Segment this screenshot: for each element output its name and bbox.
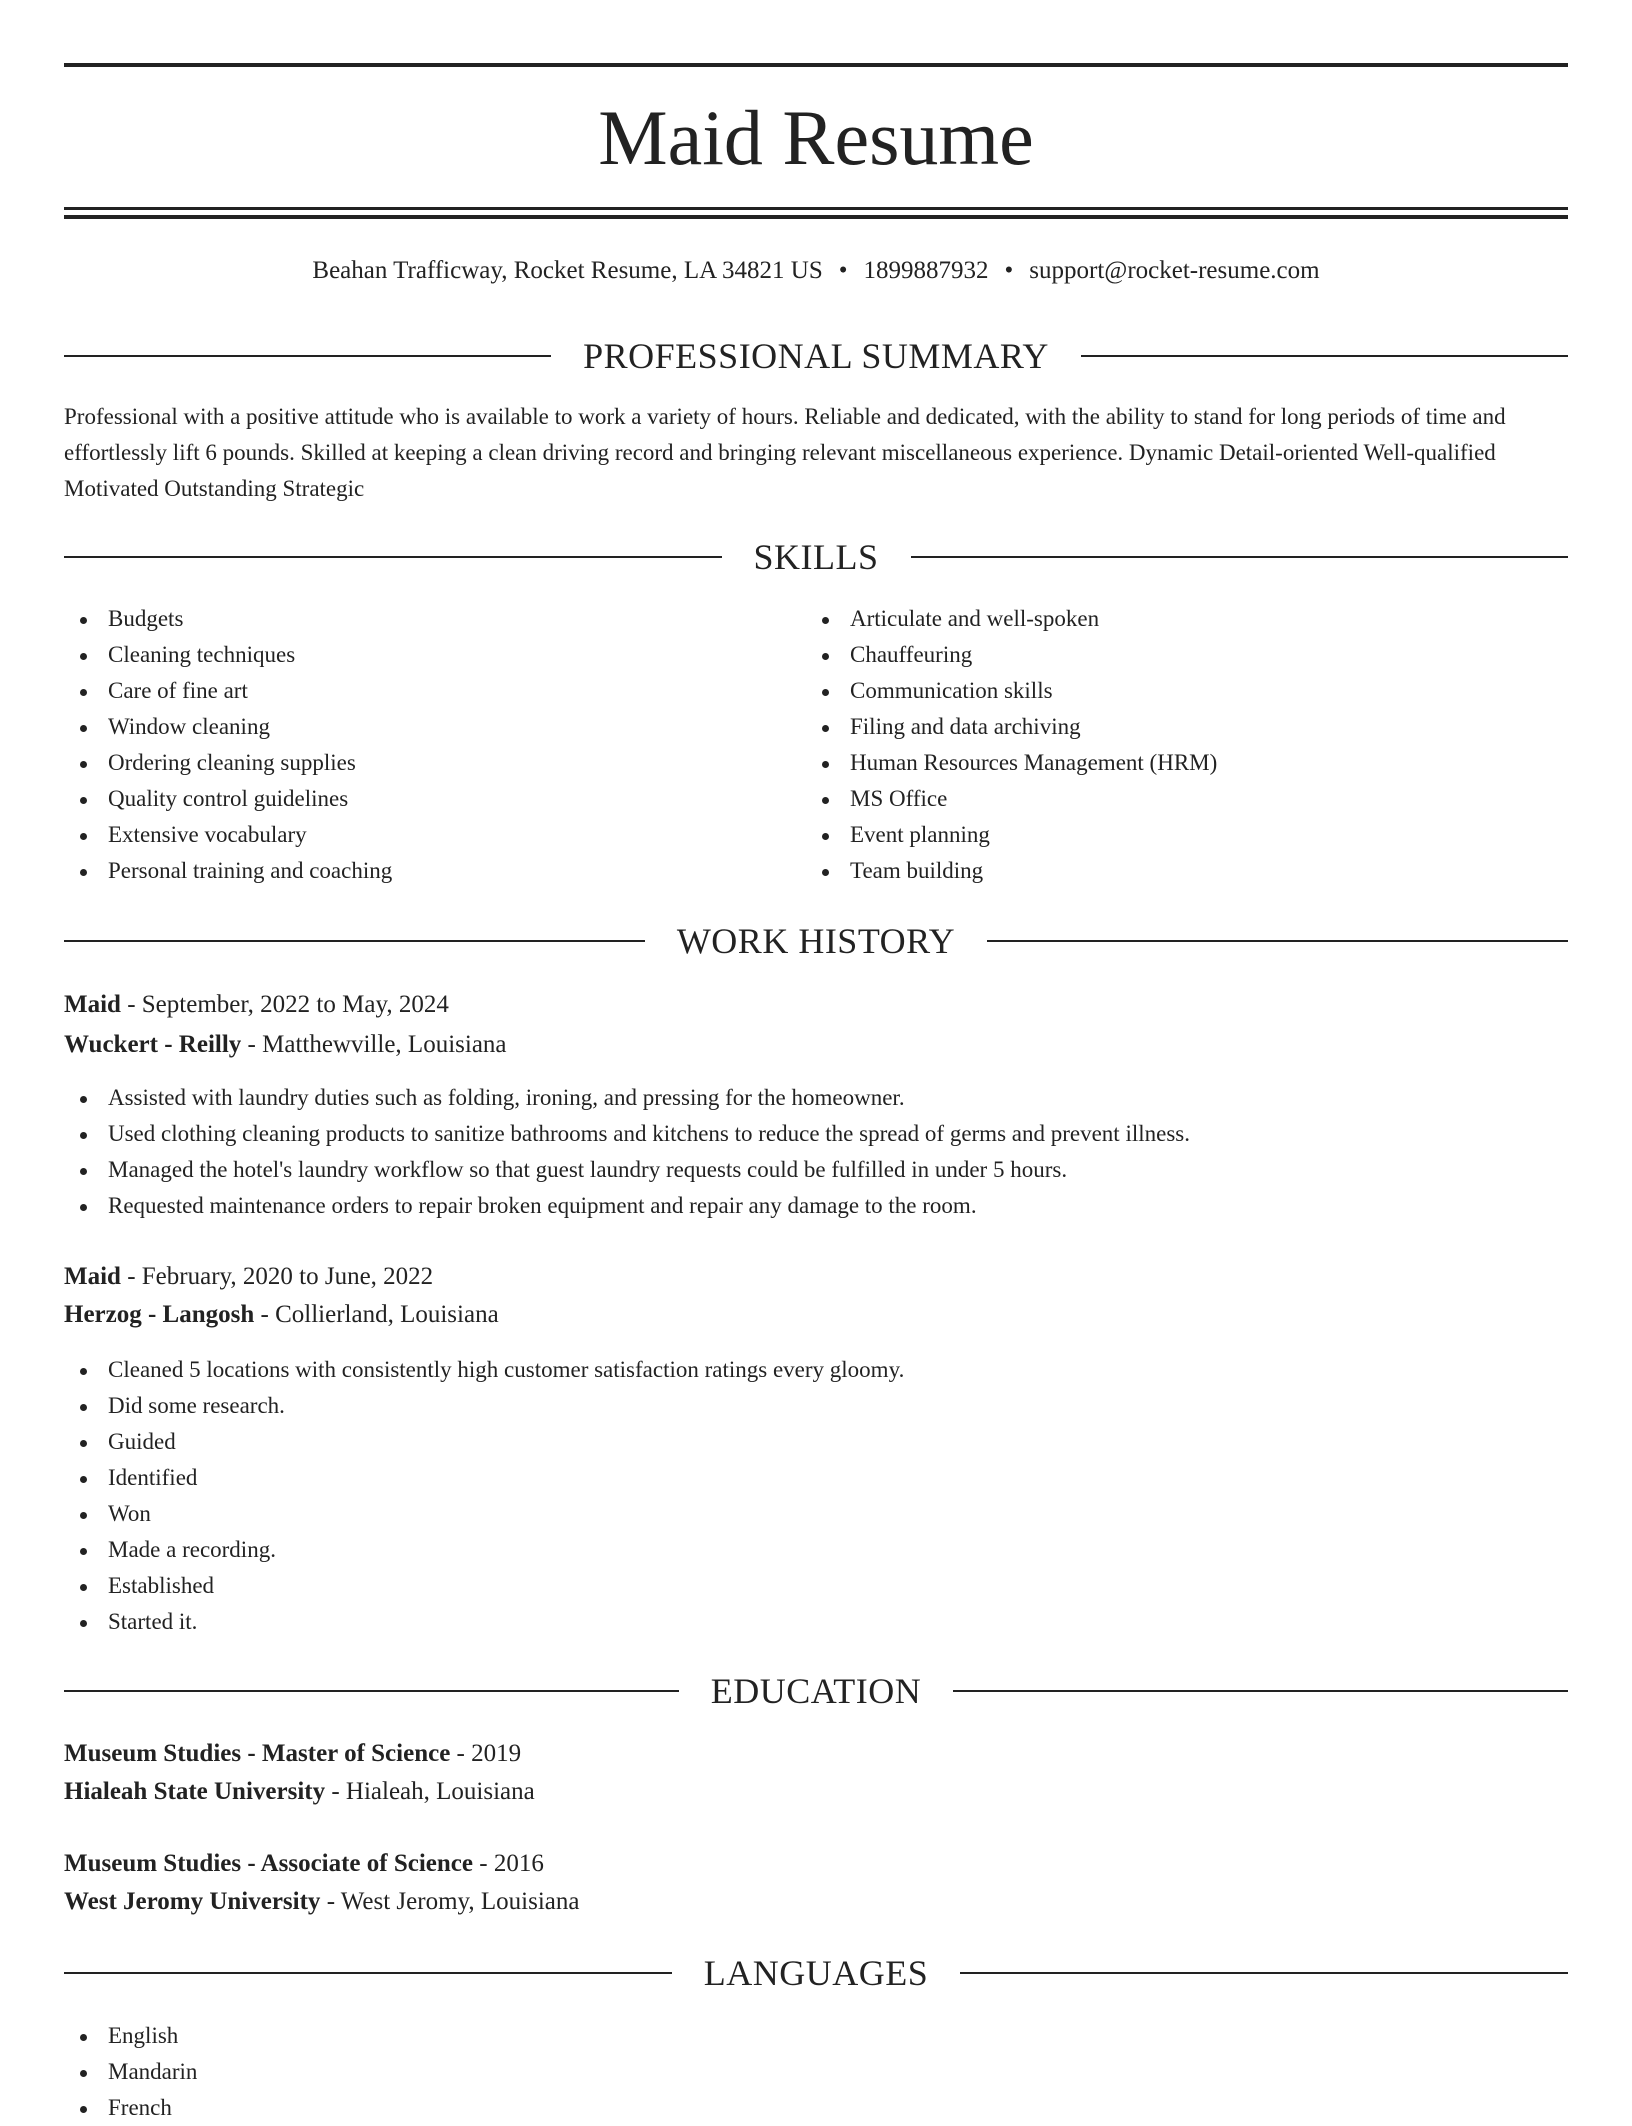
job-bullet: Made a recording. xyxy=(64,1532,1568,1568)
section-title: WORK HISTORY xyxy=(676,921,956,961)
education-school: West Jeromy University xyxy=(64,1888,321,1915)
skill-item: Extensive vocabulary xyxy=(64,817,804,853)
job-company-line xyxy=(64,1026,1568,1064)
contact-line xyxy=(64,253,1568,289)
section-title: EDUCATION xyxy=(710,1671,922,1711)
section-header-languages xyxy=(64,1951,1568,1995)
contact-address: Beahan Trafficway, Rocket Resume, LA 34821 US xyxy=(312,257,823,284)
language-item: Mandarin xyxy=(64,2054,1568,2090)
language-item: French xyxy=(64,2090,1568,2126)
section-rule xyxy=(911,556,1569,558)
section-title: SKILLS xyxy=(753,537,879,577)
job-dates: - September, 2022 to May, 2024 xyxy=(120,991,449,1018)
top-rule xyxy=(64,63,1568,67)
skill-item: Ordering cleaning supplies xyxy=(64,745,804,781)
section-rule xyxy=(64,1690,679,1692)
title-rule-upper xyxy=(64,207,1568,210)
resume-title: Maid Resume xyxy=(598,94,1034,181)
skill-item: Quality control guidelines xyxy=(64,781,804,817)
job-company-line xyxy=(64,1296,1568,1334)
section-rule xyxy=(960,1972,1568,1974)
education-degree-line xyxy=(64,1735,1568,1773)
contact-phone: 1899887932 xyxy=(863,257,989,284)
skills-list-left xyxy=(64,601,804,889)
job-bullets xyxy=(64,1080,1568,1224)
job-bullet: Won xyxy=(64,1496,1568,1532)
job-title: Maid xyxy=(64,1263,121,1290)
skill-item: Filing and data archiving xyxy=(806,709,1546,745)
section-header-education xyxy=(64,1669,1568,1713)
education-degree-line xyxy=(64,1845,1568,1883)
skill-item: Window cleaning xyxy=(64,709,804,745)
contact-email: support@rocket-resume.com xyxy=(1029,257,1320,284)
skill-item: Human Resources Management (HRM) xyxy=(806,745,1546,781)
job-bullet: Requested maintenance orders to repair broken equipment and repair any damage to the room. xyxy=(64,1188,1568,1224)
education-degree: Museum Studies - Master of Science xyxy=(64,1740,451,1767)
job-bullet: Assisted with laundry duties such as folding, ironing, and pressing for the homeowner. xyxy=(64,1080,1568,1116)
job-title-line xyxy=(64,986,1568,1024)
job-company: Herzog - Langosh xyxy=(64,1301,255,1328)
skill-item: Team building xyxy=(806,853,1546,889)
section-title: LANGUAGES xyxy=(703,1953,929,1993)
job-bullet: Established xyxy=(64,1568,1568,1604)
section-title: PROFESSIONAL SUMMARY xyxy=(583,336,1049,376)
education-degree: Museum Studies - Associate of Science xyxy=(64,1850,473,1877)
skill-item: Articulate and well-spoken xyxy=(806,601,1546,637)
section-rule xyxy=(64,1972,672,1974)
education-year: - 2016 xyxy=(473,1850,544,1877)
skill-item: Communication skills xyxy=(806,673,1546,709)
education-school-line xyxy=(64,1883,1568,1921)
skill-item: Cleaning techniques xyxy=(64,637,804,673)
skill-item: Personal training and coaching xyxy=(64,853,804,889)
languages-list xyxy=(64,2018,1568,2126)
contact-separator: • xyxy=(1004,257,1014,284)
skill-item: Budgets xyxy=(64,601,804,637)
section-header-work xyxy=(64,919,1568,963)
job-bullet: Did some research. xyxy=(64,1388,1568,1424)
section-rule xyxy=(64,940,645,942)
job-bullet: Identified xyxy=(64,1460,1568,1496)
summary-text: Professional with a positive attitude who is available to work a variety of hours. Reliable and dedicated, with the ability to stand for long periods of time and effortlessly lift 6 pounds. Skilled at keeping a clean driving record and bringing relevant miscellaneous experience. Dynamic Detail-oriented Well-qualified Motivated Outstanding Strategic xyxy=(64,404,1506,501)
job-company: Wuckert - Reilly xyxy=(64,1031,242,1058)
education-school-line xyxy=(64,1773,1568,1811)
education-location: - West Jeromy, Louisiana xyxy=(320,1888,580,1915)
job-bullets xyxy=(64,1352,1568,1640)
job-bullet: Guided xyxy=(64,1424,1568,1460)
skill-item: Care of fine art xyxy=(64,673,804,709)
section-rule xyxy=(1081,355,1568,357)
title-rule-lower xyxy=(64,215,1568,219)
job-title: Maid xyxy=(64,991,121,1018)
skills-list-right xyxy=(806,601,1546,889)
skill-item: Chauffeuring xyxy=(806,637,1546,673)
job-bullet: Used clothing cleaning products to sanitize bathrooms and kitchens to reduce the spread of germs and prevent illness. xyxy=(64,1116,1568,1152)
education-location: - Hialeah, Louisiana xyxy=(325,1778,535,1805)
job-location: - Matthewville, Louisiana xyxy=(241,1031,507,1058)
section-header-summary xyxy=(64,334,1568,378)
section-rule xyxy=(64,355,551,357)
job-dates: - February, 2020 to June, 2022 xyxy=(120,1263,434,1290)
job-bullet: Started it. xyxy=(64,1604,1568,1640)
skill-item: Event planning xyxy=(806,817,1546,853)
job-title-line xyxy=(64,1258,1568,1296)
education-year: - 2019 xyxy=(450,1740,522,1767)
job-bullet: Managed the hotel's laundry workflow so that guest laundry requests could be fulfilled in under 5 hours. xyxy=(64,1152,1568,1188)
skill-item: MS Office xyxy=(806,781,1546,817)
section-header-skills xyxy=(64,535,1568,579)
section-rule xyxy=(64,556,722,558)
section-rule xyxy=(953,1690,1568,1692)
job-location: - Collierland, Louisiana xyxy=(254,1301,499,1328)
education-school: Hialeah State University xyxy=(64,1778,326,1805)
language-item: English xyxy=(64,2018,1568,2054)
section-rule xyxy=(987,940,1568,942)
job-bullet: Cleaned 5 locations with consistently high customer satisfaction ratings every gloomy. xyxy=(64,1352,1568,1388)
contact-separator: • xyxy=(838,257,848,284)
